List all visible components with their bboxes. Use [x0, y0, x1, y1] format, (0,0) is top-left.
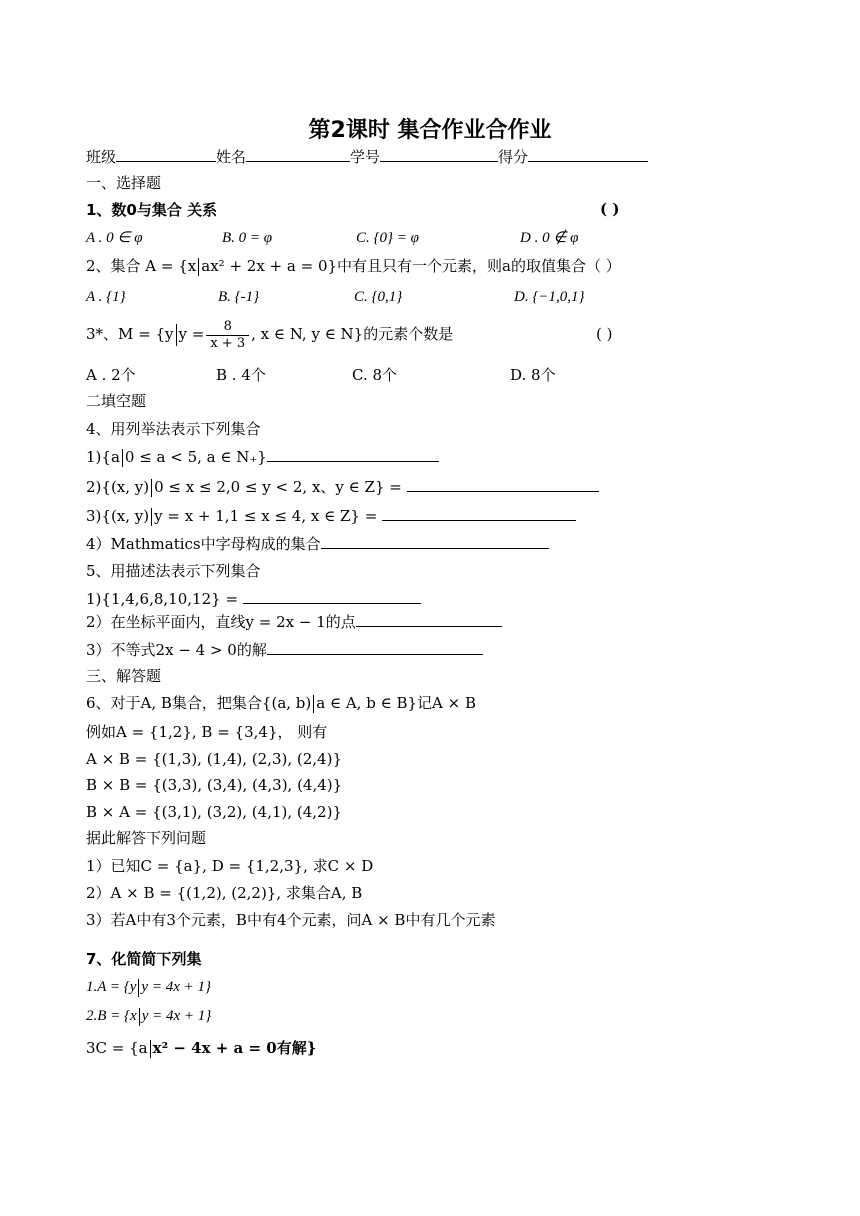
q4-1-a: 1){a	[86, 448, 120, 466]
section-answer: 三、解答题	[86, 667, 162, 685]
q5-2-text: 2）在坐标平面内，直线y = 2x − 1的点	[86, 613, 356, 631]
q7-stem: 7、化简简下列集	[86, 950, 202, 968]
name-blank[interactable]	[246, 147, 350, 162]
q6-example-line-1: A × B = {(1,3), (1,4), (2,3), (2,4)}	[86, 750, 342, 768]
q3-stem	[86, 316, 453, 352]
q6-stem-a: 6、对于A, B集合，把集合{(a, b)	[86, 694, 312, 712]
q1-option-b: B. 0 = φ	[222, 230, 273, 246]
q3-answer-paren: ( )	[596, 325, 613, 343]
q2-set-bar	[198, 258, 199, 276]
q7-2-a: 2.B = {x	[86, 1008, 137, 1024]
q3-fraction	[206, 319, 249, 352]
q6-sub-1: 1）已知C = {a}, D = {1,2,3}, 求C × D	[86, 857, 374, 875]
class-label: 班级	[86, 148, 117, 166]
q3-mid: y =	[178, 325, 205, 343]
q3-option-d: D. 8个	[510, 366, 556, 384]
q5-2-blank[interactable]	[356, 612, 502, 627]
q4-1-b: 0 ≤ a < 5, a ∈ N₊}	[124, 448, 267, 466]
q4-3-blank[interactable]	[382, 506, 576, 521]
q7-1-a: 1.A = {y	[86, 979, 137, 995]
q5-stem: 5、用描述法表示下列集合	[86, 562, 261, 580]
q6-example-line-2: B × B = {(3,3), (3,4), (4,3), (4,4)}	[86, 776, 343, 794]
q4-2-bar	[151, 479, 152, 497]
q6-stem	[86, 693, 476, 713]
q1-option-c: C. {0} = φ	[356, 230, 419, 246]
q4-3-bar	[151, 508, 152, 526]
q3-frac-den: x + 3	[210, 335, 246, 351]
q4-1-bar	[122, 449, 123, 467]
student-info-line	[86, 147, 648, 167]
q7-2-bar	[139, 1008, 140, 1026]
q2-option-a: A . {1}	[86, 289, 126, 305]
q6-sub-2: 2）A × B = {(1,2), (2,2)}, 求集合A, B	[86, 884, 363, 902]
q7-3-bar	[150, 1040, 151, 1058]
number-blank[interactable]	[380, 147, 498, 162]
q1-option-a: A . 0 ∈ φ	[86, 230, 143, 246]
q3-pre: 3*、M = {y	[86, 325, 174, 343]
q5-1-text: 1){1,4,6,8,10,12} =	[86, 590, 239, 608]
q1-stem: 1、数0与集合 关系	[86, 201, 218, 219]
score-label: 得分	[498, 148, 529, 166]
q6-example: 例如A = {1,2}, B = {3,4}， 则有	[86, 723, 328, 741]
q3-option-b: B . 4个	[216, 366, 266, 384]
q7-3-a: 3C = {a	[86, 1039, 148, 1057]
score-blank[interactable]	[528, 147, 648, 162]
q4-2-a: 2){(x, y)	[86, 478, 150, 496]
q2-stem	[86, 256, 621, 276]
number-label: 学号	[350, 148, 381, 166]
q6-sub-3: 3）若A中有3个元素，B中有4个元素，问A × B中有几个元素	[86, 911, 496, 929]
q2-stem-b: ax² + 2x + a = 0}中有且只有一个元素，则a的取值集合（ ）	[201, 257, 621, 275]
q2-option-b: B. {-1}	[218, 289, 260, 305]
q1-answer-paren: ( )	[600, 200, 620, 218]
q4-sub-1	[86, 447, 439, 467]
q3-set-bar	[176, 324, 177, 346]
q4-sub-2	[86, 477, 599, 497]
q5-sub-1	[86, 589, 421, 609]
q4-4-text: 4）Mathmatics中字母构成的集合	[86, 535, 321, 553]
q7-3-b: x² − 4x + a = 0有解}	[152, 1039, 317, 1057]
q5-sub-2	[86, 612, 502, 632]
q4-stem: 4、用列举法表示下列集合	[86, 420, 261, 438]
section-choice: 一、选择题	[86, 174, 162, 192]
q7-sub-1	[86, 977, 211, 997]
page-title: 第2课时 集合作业合作业	[308, 118, 552, 143]
q5-sub-3	[86, 640, 483, 660]
q5-3-text: 3）不等式2x − 4 > 0的解	[86, 641, 267, 659]
q4-2-b: 0 ≤ x ≤ 2,0 ≤ y < 2, x、y ∈ Z} =	[154, 478, 402, 496]
name-label: 姓名	[216, 148, 247, 166]
q7-sub-3	[86, 1038, 316, 1058]
q5-3-blank[interactable]	[267, 640, 483, 655]
section-fill: 二填空题	[86, 392, 147, 410]
q4-1-blank[interactable]	[267, 447, 439, 462]
q4-3-b: y = x + 1,1 ≤ x ≤ 4, x ∈ Z} =	[154, 507, 378, 525]
q4-sub-3	[86, 506, 576, 526]
class-blank[interactable]	[116, 147, 216, 162]
q3-post: , x ∈ N, y ∈ N}的元素个数是	[251, 325, 454, 343]
q6-set-bar	[313, 695, 314, 713]
q4-4-blank[interactable]	[321, 534, 549, 549]
q1-option-d: D . 0 ∉ φ	[520, 230, 579, 246]
q2-stem-a: 2、集合 A = {x	[86, 257, 197, 275]
q3-option-a: A . 2个	[86, 366, 136, 384]
q5-1-blank[interactable]	[243, 589, 421, 604]
q2-option-d: D. {−1,0,1}	[514, 289, 585, 305]
q4-sub-4	[86, 534, 549, 554]
q3-option-c: C. 8个	[352, 366, 398, 384]
q7-sub-2	[86, 1006, 211, 1026]
q4-3-a: 3){(x, y)	[86, 507, 150, 525]
q4-2-blank[interactable]	[407, 477, 599, 492]
q2-option-c: C. {0,1}	[354, 289, 403, 305]
q3-frac-num: 8	[206, 319, 249, 336]
q7-1-b: y = 4x + 1}	[141, 979, 211, 995]
q6-stem-b: a ∈ A, b ∈ B}记A × B	[316, 694, 476, 712]
q7-2-b: y = 4x + 1}	[141, 1008, 212, 1024]
q7-1-bar	[138, 979, 139, 997]
q6-example-line-3: B × A = {(3,1), (3,2), (4,1), (4,2)}	[86, 803, 342, 821]
q6-ask: 据此解答下列问题	[86, 829, 207, 847]
